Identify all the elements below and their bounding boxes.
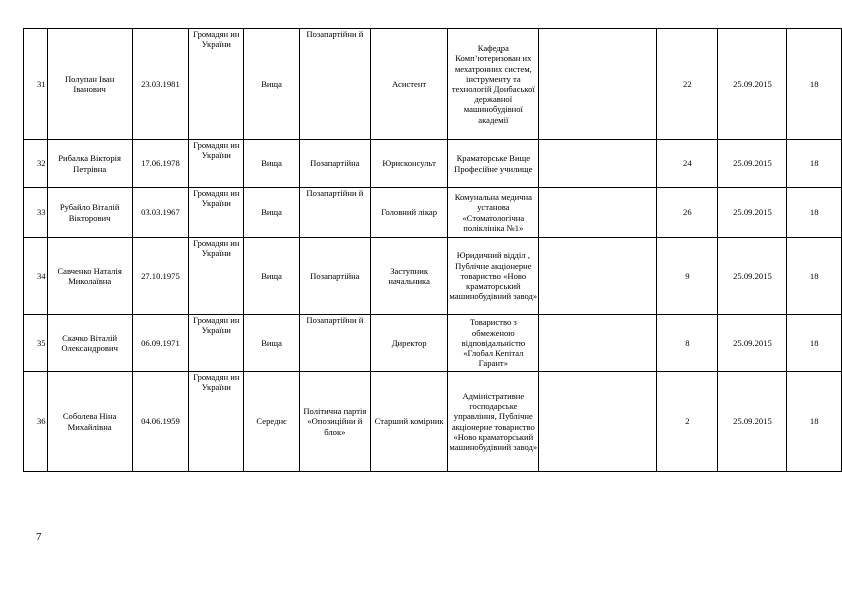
cell-district: 18 (787, 372, 842, 472)
cell-position: Юрисконсульт (371, 140, 448, 188)
cell-district: 18 (787, 29, 842, 140)
cell-education: Середнє (244, 372, 299, 472)
cell-residence (539, 315, 657, 372)
cell-num: 34 (24, 238, 48, 315)
cell-num: 33 (24, 188, 48, 238)
table-row (24, 29, 842, 140)
cell-position: Старший комірник (371, 372, 448, 472)
cell-district: 18 (787, 238, 842, 315)
cell-name: Савченко Наталія Миколаївна (47, 238, 132, 315)
cell-birth-date: 17.06.1978 (132, 140, 188, 188)
cell-party: Політична партія «Опозиційни й блок» (299, 372, 370, 472)
table-row (24, 315, 842, 372)
table-row (24, 140, 842, 188)
cell-workplace: Кафедра Комп’ютеризован их мехатронних систем, інструменту та технологій Донбаської державної машинобудівної академії (448, 29, 539, 140)
table-row (24, 188, 842, 238)
cell-date: 25.09.2015 (718, 238, 787, 315)
cell-district: 18 (787, 140, 842, 188)
candidates-table (23, 28, 842, 472)
cell-citizenship: Громадян ин України (189, 238, 244, 315)
cell-district: 18 (787, 188, 842, 238)
cell-residence (539, 140, 657, 188)
cell-votes: 26 (657, 188, 718, 238)
cell-party: Позапартійни й (299, 29, 370, 140)
cell-name: Скачко Віталій Олександрович (47, 315, 132, 372)
cell-citizenship: Громадян ин України (189, 372, 244, 472)
cell-date: 25.09.2015 (718, 188, 787, 238)
cell-birth-date: 04.06.1959 (132, 372, 188, 472)
cell-residence (539, 238, 657, 315)
cell-residence (539, 188, 657, 238)
table-row (24, 372, 842, 472)
cell-birth-date: 06.09.1971 (132, 315, 188, 372)
cell-birth-date: 03.03.1967 (132, 188, 188, 238)
cell-votes: 24 (657, 140, 718, 188)
cell-birth-date: 27.10.1975 (132, 238, 188, 315)
cell-date: 25.09.2015 (718, 29, 787, 140)
page-number: 7 (36, 531, 42, 543)
cell-num: 31 (24, 29, 48, 140)
cell-votes: 8 (657, 315, 718, 372)
cell-education: Вища (244, 238, 299, 315)
cell-education: Вища (244, 140, 299, 188)
cell-residence (539, 29, 657, 140)
cell-date: 25.09.2015 (718, 372, 787, 472)
cell-citizenship: Громадян ин України (189, 315, 244, 372)
cell-num: 32 (24, 140, 48, 188)
cell-education: Вища (244, 315, 299, 372)
cell-workplace: Товариство з обмеженою відповідальністю «Глобал Кепітал Гарант» (448, 315, 539, 372)
cell-party: Позапартійни й (299, 315, 370, 372)
cell-position: Головний лікар (371, 188, 448, 238)
cell-birth-date: 23.03.1981 (132, 29, 188, 140)
cell-workplace: Комунальна медична установа «Стоматологічна поліклініка №1» (448, 188, 539, 238)
cell-votes: 22 (657, 29, 718, 140)
cell-party: Позапартійна (299, 238, 370, 315)
cell-name: Полупан Іван Іванович (47, 29, 132, 140)
cell-name: Рибалка Вікторія Петрівна (47, 140, 132, 188)
cell-workplace: Адміністративне господарське управління, Публічне акціонерне товариство «Ново краматорський машинобудівний завод» (448, 372, 539, 472)
cell-citizenship: Громадян ин України (189, 140, 244, 188)
cell-citizenship: Громадян ин України (189, 29, 244, 140)
cell-num: 35 (24, 315, 48, 372)
cell-education: Вища (244, 188, 299, 238)
cell-name: Рубайло Віталій Вікторович (47, 188, 132, 238)
cell-citizenship: Громадян ин України (189, 188, 244, 238)
table-row (24, 238, 842, 315)
cell-education: Вища (244, 29, 299, 140)
cell-workplace: Юридичний відділ , Публічне акціонерне товариство «Ново краматорський машинобудівний завод» (448, 238, 539, 315)
cell-residence (539, 372, 657, 472)
cell-workplace: Краматорське Вище Професійне училище (448, 140, 539, 188)
cell-num: 36 (24, 372, 48, 472)
cell-district: 18 (787, 315, 842, 372)
cell-date: 25.09.2015 (718, 140, 787, 188)
cell-votes: 2 (657, 372, 718, 472)
cell-party: Позапартійна (299, 140, 370, 188)
cell-position: Асистент (371, 29, 448, 140)
cell-votes: 9 (657, 238, 718, 315)
cell-party: Позапартійни й (299, 188, 370, 238)
cell-date: 25.09.2015 (718, 315, 787, 372)
cell-position: Директор (371, 315, 448, 372)
cell-name: Соболева Ніна Михайлівна (47, 372, 132, 472)
cell-position: Заступник начальника (371, 238, 448, 315)
